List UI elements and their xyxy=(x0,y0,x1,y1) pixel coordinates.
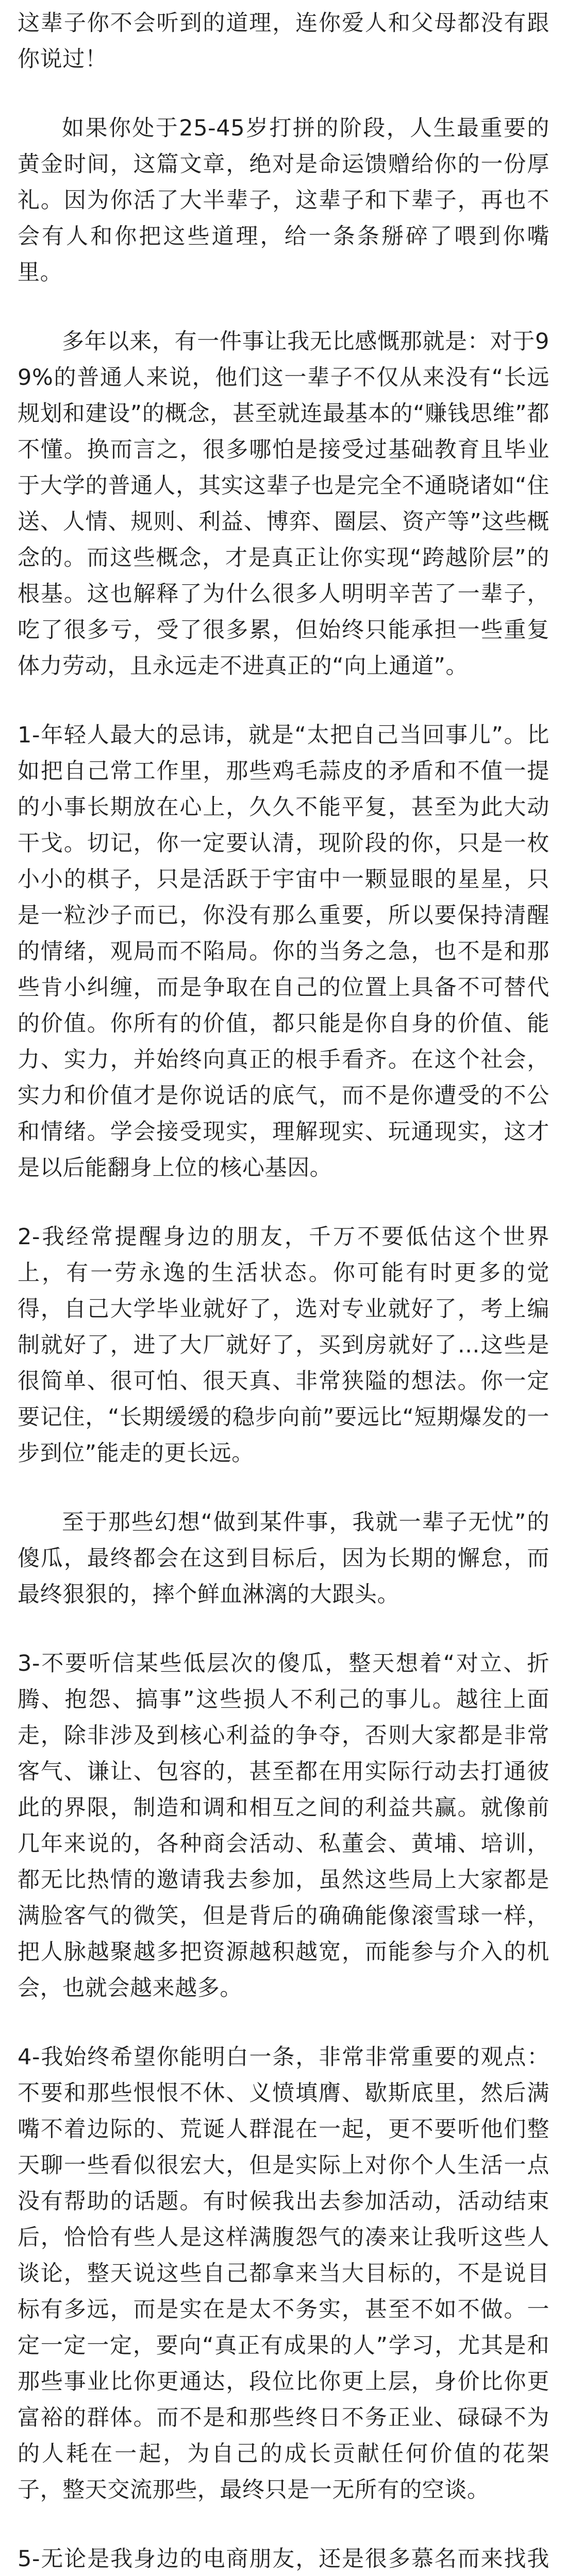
article-paragraph-1: 这辈子你不会听到的道理，连你爱人和父母都没有跟你说过！ xyxy=(18,10,549,72)
article-paragraph-8: 4-我始终希望你能明白一条，非常非常重要的观点：不要和那些恨恨不休、义愤填膺、歇斯底里，然后满嘴不着边际的、荒诞人群混在一起，更不要听他们整天聊一些看似很宏大，但是实际上对你个人生活一点没有帮助的话题。有时候我出去参加活动，活动结束后，恰恰有些人是这样满腹怨气的凑来让我听这些人谈论，整天说这些自己都拿来当大目标的，不是说目标有多远，而是实在是太不务实，甚至不如不做。一定一定一定，要向“真正有成果的人”学习，尤其是和那些事业比你更通达，段位比你更上层，身价比你更富裕的群体。而不是和那些终日不务正业、碌碌不为的人耗在一起，为自己的成长贡献任何价值的花架子，整天交流那些，最终只是一无所有的空谈。 xyxy=(18,2044,549,2503)
article-paragraph-3: 多年以来，有一件事让我无比感慨那就是：对于99%的普通人来说，他们这一辈子不仅从来没有“长远规划和建设”的概念，甚至就连最基本的“赚钱思维”都不懂。换而言之，很多哪怕是接受过基础教育且毕业于大学的普通人，其实这辈子也是完全不通晓诸如“住送、人情、规则、利益、博弈、圈层、资产等”这些概念的。而这些概念，才是真正让你实现“跨越阶层”的根基。这也解释了为什么很多人明明辛苦了一辈子，吃了很多亏，受了很多累，但始终只能承担一些重复体力劳动，且永远走不进真正的“向上通道”。 xyxy=(18,329,549,679)
article-paragraph-2: 如果你处于25-45岁打拼的阶段，人生最重要的黄金时间，这篇文章，绝对是命运馈赠给你的一份厚礼。因为你活了大半辈子，这辈子和下辈子，再也不会有人和你把这些道理，给一条条掰碎了喂到你嘴里。 xyxy=(18,115,549,285)
article-paragraph-6: 至于那些幻想“做到某件事，我就一辈子无忧”的傻瓜，最终都会在这到目标后，因为长期的懈怠，而最终狠狠的，摔个鲜血淋漓的大跟头。 xyxy=(18,1510,549,1607)
article-paragraph-7: 3-不要听信某些低层次的傻瓜，整天想着“对立、折腾、抱怨、搞事”这些损人不利己的事儿。越往上面走，除非涉及到核心利益的争夺，否则大家都是非常客气、谦让、包容的，甚至都在用实际行动去打通彼此的界限，制造和调和相互之间的利益共赢。就像前几年来说的，各种商会活动、私董会、黄埔、培训，都无比热情的邀请我去参加，虽然这些局上大家都是满脸客气的微笑，但是背后的确确能像滚雪球一样，把人脉越聚越多把资源越积越宽，而能参与介入的机会，也就会越来越多。 xyxy=(18,1651,549,2001)
article-paragraph-9: 5-无论是我身边的电商朋友，还是很多慕名而来找我 xyxy=(18,2546,549,2572)
article-paragraph-4: 1-年轻人最大的忌讳，就是“太把自己当回事儿”。比如把自己常工作里，那些鸡毛蒜皮的矛盾和不值一提的小事长期放在心上，久久不能平复，甚至为此大动干戈。切记，你一定要认清，现阶段的你，只是一枚小小的棋子，只是活跃于宇宙中一颗显眼的星星，只是一粒沙子而已，你没有那么重要，所以要保持清醒的情绪，观局而不陷局。你的当务之急，也不是和那些肯小纠缠，而是争取在自己的位置上具备不可替代的价值。你所有的价值，都只能是你自身的价值、能力、实力，并始终向真正的根手看齐。在这个社会，实力和价值才是你说话的底气，而不是你遭受的不公和情绪。学会接受现实，理解现实、玩通现实，这才是以后能翻身上位的核心基因。 xyxy=(18,722,549,1181)
article-paragraph-5: 2-我经常提醒身边的朋友，千万不要低估这个世界上，有一劳永逸的生活状态。你可能有时更多的觉得，自己大学毕业就好了，选对专业就好了，考上编制就好了，进了大厂就好了，买到房就好了…这些是很简单、很可怕、很天真、非常狭隘的想法。你一定要记住，“长期缓缓的稳步向前”要远比“短期爆发的一步到位”能走的更长远。 xyxy=(18,1224,549,1466)
